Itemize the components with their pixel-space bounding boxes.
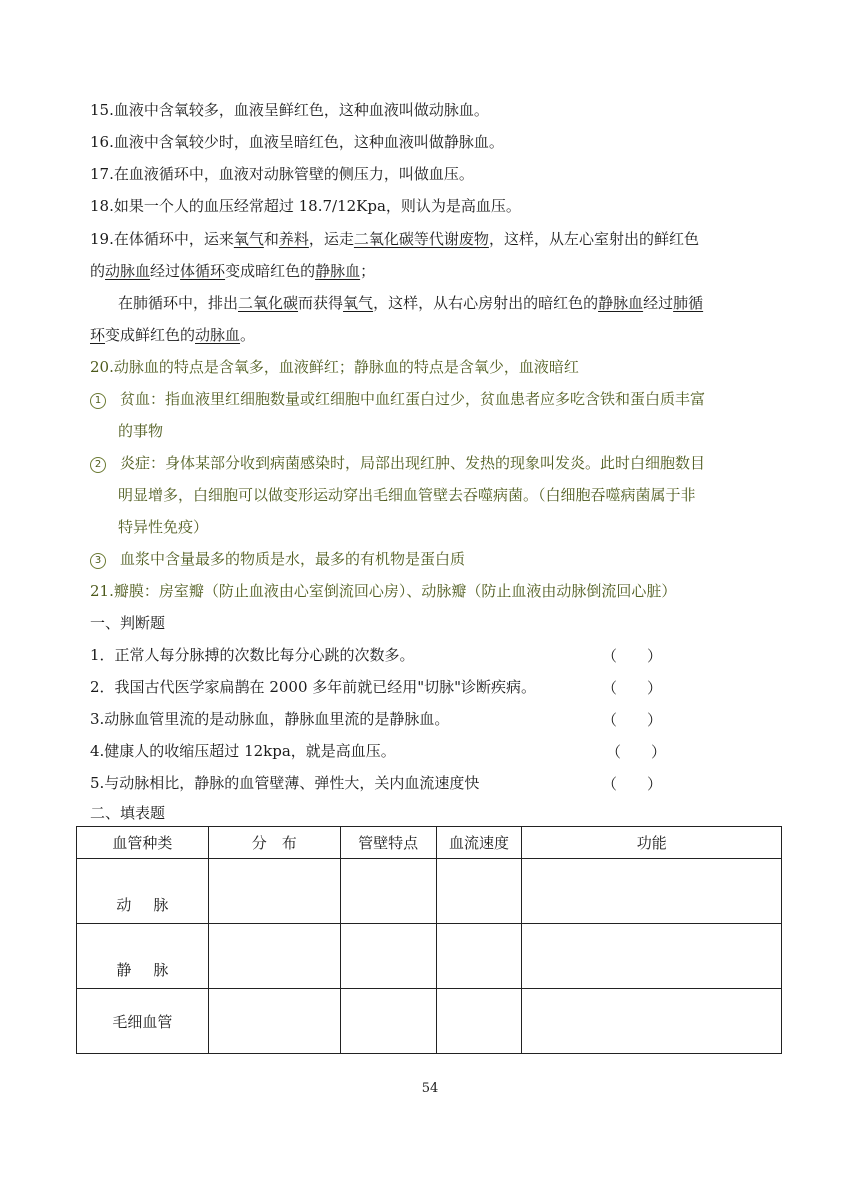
text: 经过 [643,294,674,312]
underlined-term: 动脉血 [105,262,151,280]
row-label-cell [77,989,209,1054]
blank-cell[interactable] [340,989,436,1054]
text: ，这样，从左心室射出的鲜红色 [488,230,699,248]
text: 在肺循环中，排出 [118,294,239,312]
text: 。 [240,326,256,344]
line-21: 21.瓣膜：房室瓣（防止血液由心室倒流回心房）、动脉瓣（防止血液由动脉倒流回心脏） [90,582,677,600]
table-row [77,859,782,924]
blank-cell[interactable] [522,859,782,924]
circled-number-icon: 2 [90,457,106,473]
underlined-term: 动脉血 [195,326,241,344]
row-label-cell [77,924,209,989]
answer-blank[interactable]: （ ） [602,647,663,665]
blank-cell[interactable] [340,859,436,924]
underlined-term: 氧气 [343,294,374,312]
line-20: 20.动脉血的特点是含氧多，血液鲜红；静脉血的特点是含氧少，血液暗红 [90,358,579,376]
blank-cell[interactable] [436,859,522,924]
text: 血浆中含量最多的物质是水，最多的有机物是蛋白质 [120,550,466,568]
underlined-term: 静脉血 [315,262,361,280]
underlined-term: 二氧化碳等代谢废物 [353,230,489,248]
line-19b [90,261,790,281]
row-label-cell [77,859,209,924]
table-header-row [77,827,782,859]
judge-item-1: 1．正常人每分脉搏的次数比每分心跳的次数多。 [90,646,415,664]
blank-cell[interactable] [208,924,340,989]
text: 贫血：指血液里红细胞数量或红细胞中血红蛋白过少，贫血患者应多吃含铁和蛋白质丰富 [120,390,706,408]
line-16: 16.血液中含氧较少时，血液呈暗红色，这种血液叫做静脉血。 [90,133,504,151]
page-number: 54 [421,1081,439,1096]
answer-blank[interactable]: （ ） [602,679,663,697]
text: 19.在体循环中，运来 [90,230,234,248]
header-cell: 分 布 [208,827,340,859]
text: 变成暗红色的 [225,262,316,280]
header-cell: 血管种类 [77,827,209,859]
underlined-term: 肺循 [673,294,704,312]
note-1-line-b: 的事物 [118,422,164,440]
judge-item-3: 3.动脉血管里流的是动脉血，静脉血里流的是静脉血。 [90,710,450,728]
answer-blank[interactable]: （ ） [602,775,663,793]
text: 经过 [150,262,181,280]
blank-cell[interactable] [208,859,340,924]
underlined-term: 养料 [278,230,309,248]
line-17: 17.在血液循环中，血液对动脉管壁的侧压力，叫做血压。 [90,165,474,183]
header-cell: 血流速度 [436,827,522,859]
note-3-line-a [90,549,790,569]
text: 而获得 [298,294,344,312]
text: 的 [90,262,106,280]
line-18: 18.如果一个人的血压经常超过 18.7/12Kpa，则认为是高血压。 [90,197,521,215]
text: 和 [263,230,279,248]
underlined-term: 氧气 [233,230,264,248]
row-label: 动脉 [116,895,191,914]
blank-cell[interactable] [522,989,782,1054]
underlined-term: 环 [90,326,106,344]
vessel-table [76,826,782,1054]
text: 炎症：身体某部分收到病菌感染时，局部出现红肿、发热的现象叫发炎。此时白细胞数目 [120,454,706,472]
line-19c [118,293,818,313]
underlined-term: 静脉血 [598,294,644,312]
table-row [77,924,782,989]
judge-item-2: 2．我国古代医学家扁鹊在 2000 多年前就已经用"切脉"诊断疾病。 [90,678,537,696]
answer-blank[interactable]: （ ） [606,743,667,761]
note-2-line-c: 特异性免疫） [118,518,209,536]
blank-cell[interactable] [208,989,340,1054]
table-row [77,989,782,1054]
note-2-line-b: 明显增多，白细胞可以做变形运动穿出毛细血管壁去吞噬病菌。（白细胞吞噬病菌属于非 [118,486,696,504]
line-19a [90,229,790,249]
blank-cell[interactable] [522,924,782,989]
row-label: 静脉 [116,960,191,979]
judge-item-4: 4.健康人的收缩压超过 12kpa，就是高血压。 [90,742,396,760]
line-19d [90,325,790,345]
blank-cell[interactable] [340,924,436,989]
table-heading: 二、填表题 [90,804,166,822]
text: ； [360,262,376,280]
note-2-line-a [90,453,790,473]
judge-heading: 一、判断题 [90,614,166,632]
underlined-term: 二氧化碳 [238,294,299,312]
answer-blank[interactable]: （ ） [602,711,663,729]
circled-number-icon: 3 [90,553,106,569]
header-cell: 管壁特点 [340,827,436,859]
header-cell: 功能 [522,827,782,859]
underlined-term: 体循环 [180,262,226,280]
circled-number-icon: 1 [90,393,106,409]
note-1-line-a [90,389,790,409]
line-15: 15.血液中含氧较多，血液呈鲜红色，这种血液叫做动脉血。 [90,101,489,119]
text: 变成鲜红色的 [105,326,196,344]
text: ，运走 [308,230,354,248]
blank-cell[interactable] [436,924,522,989]
text: ，这样，从右心房射出的暗红色的 [373,294,599,312]
row-label: 毛细血管 [112,1012,173,1031]
judge-item-5: 5.与动脉相比，静脉的血管壁薄、弹性大，关内血流速度快 [90,774,480,792]
blank-cell[interactable] [436,989,522,1054]
